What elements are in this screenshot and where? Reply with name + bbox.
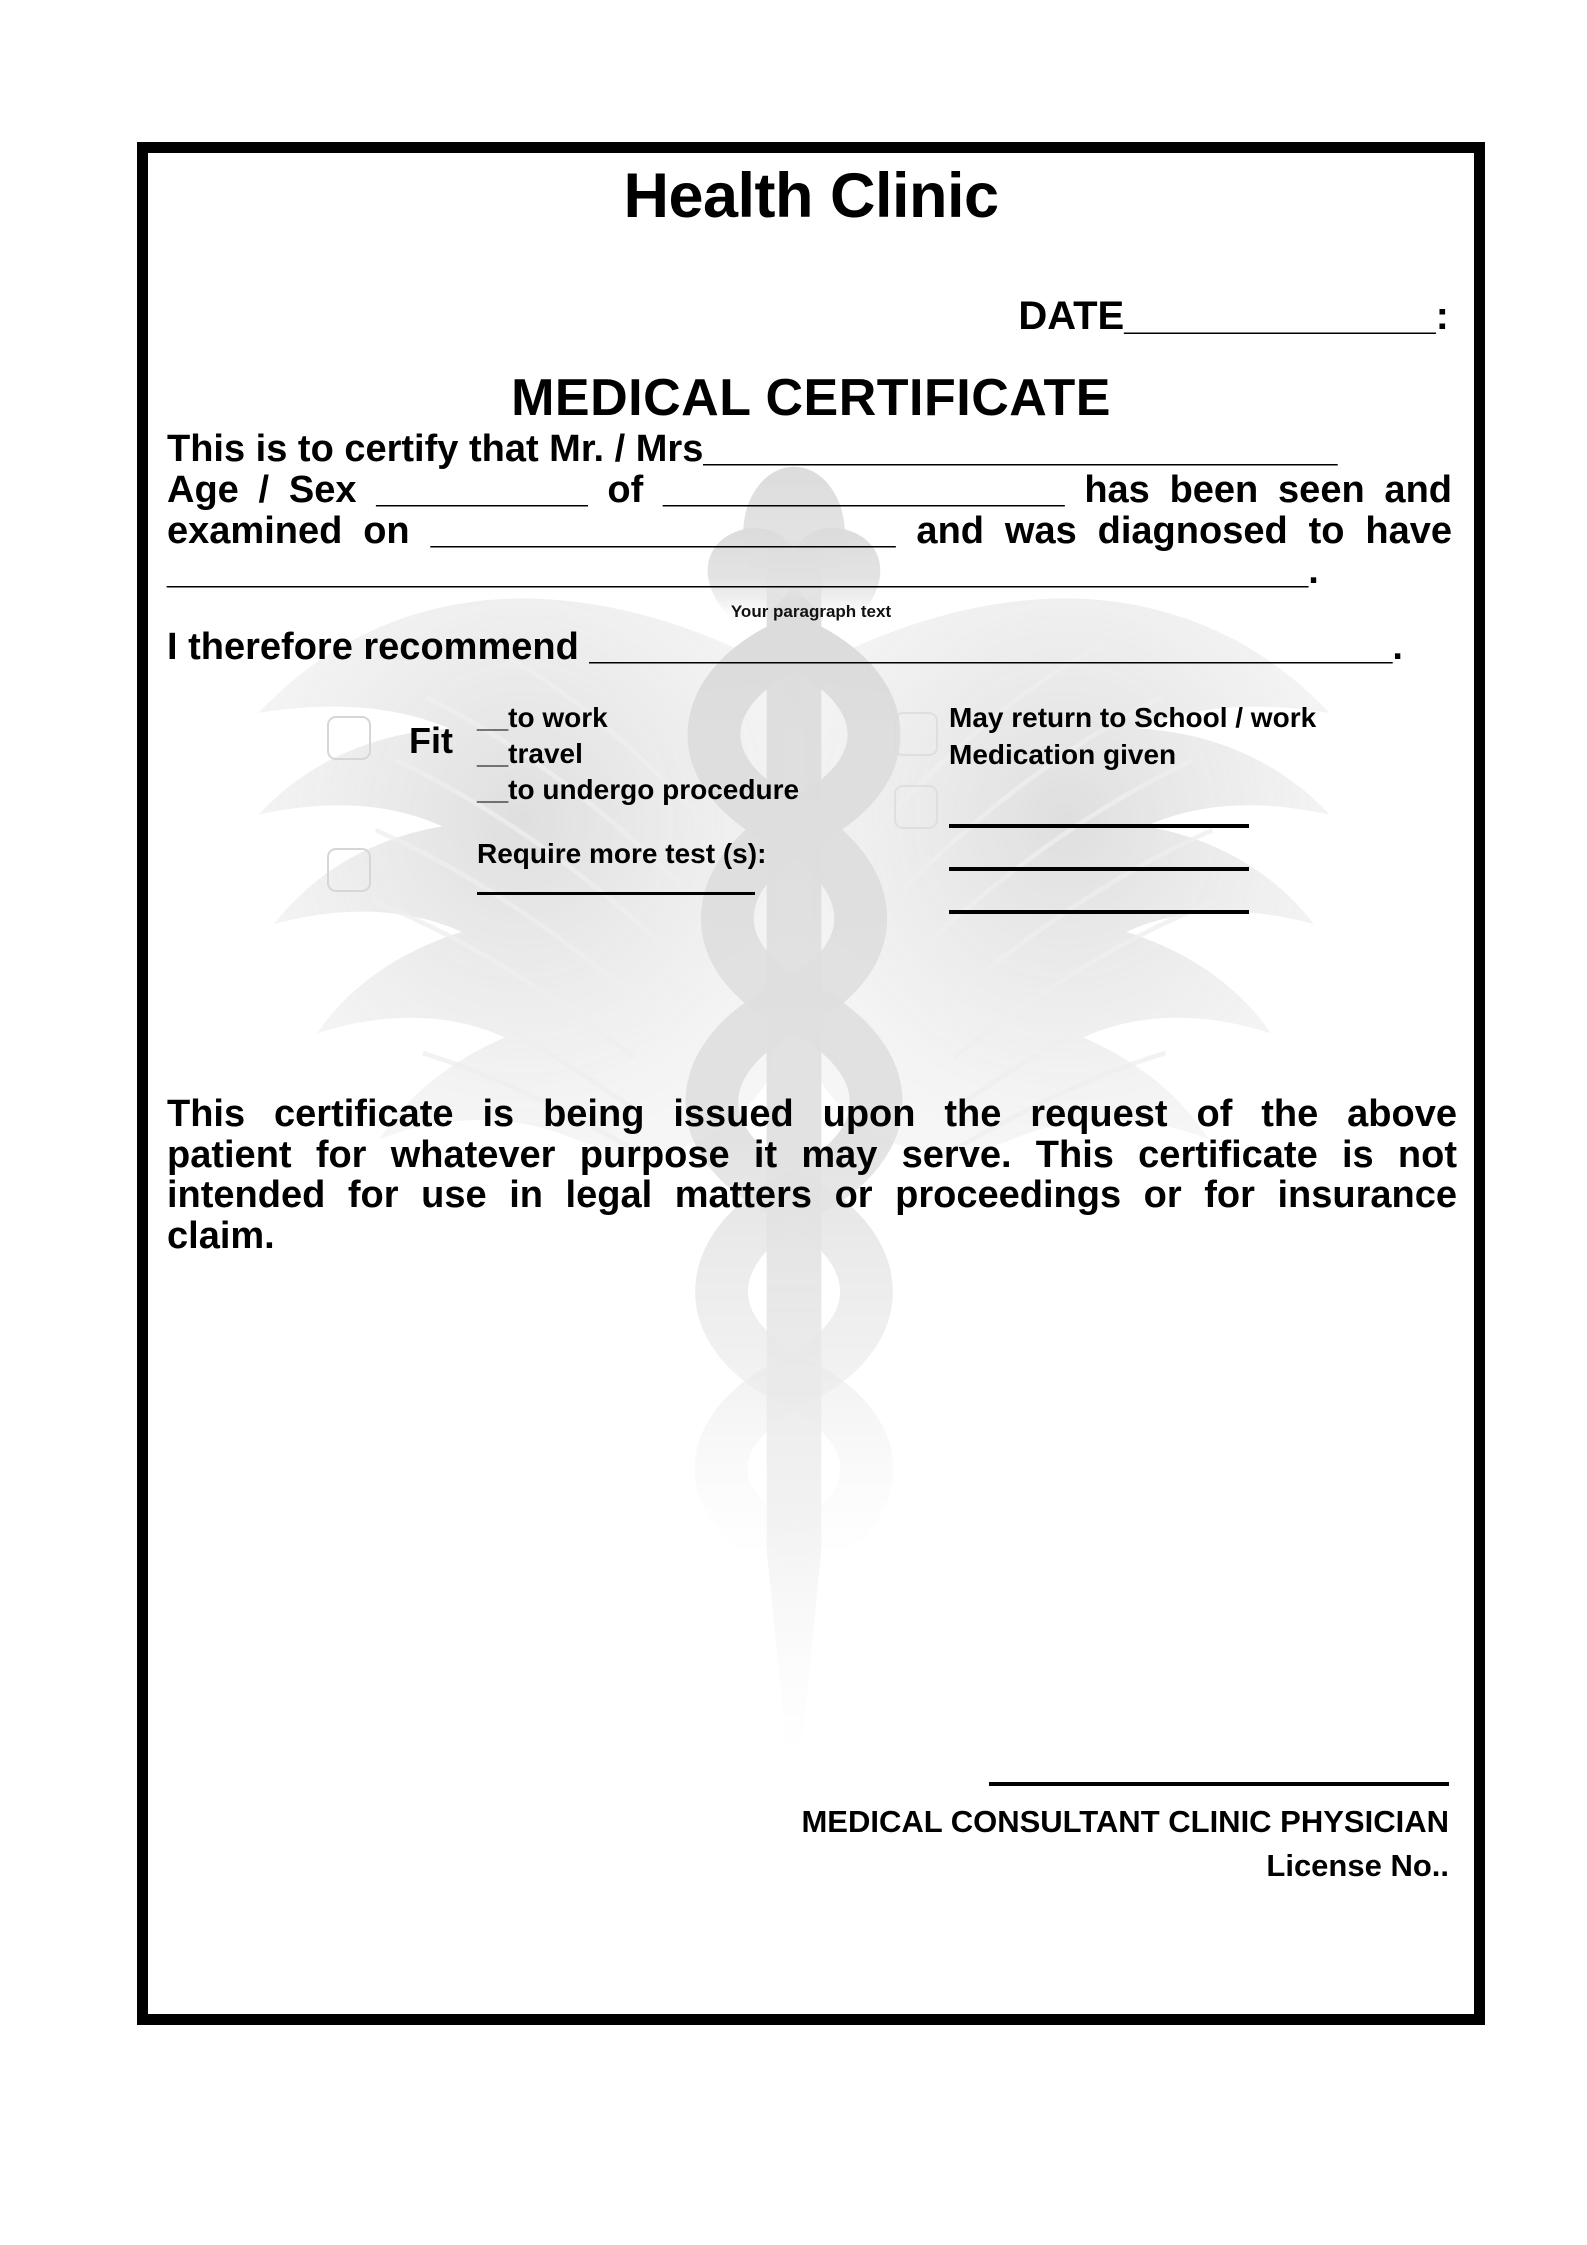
fit-option-travel[interactable]: __travel [477,737,583,769]
fit-label: Fit [409,720,453,761]
paragraph-text-placeholder: Your paragraph text [730,602,892,621]
medication-blank-line-2[interactable] [949,867,1249,871]
certificate-content [137,142,1485,2025]
fit-options-list [477,700,799,807]
require-more-tests-label: Require more test (s): [477,838,767,869]
certify-line-1: This is to certify that Mr. / Mrs______________________________ [167,428,1338,470]
signature-license-number: License No.. [1266,1848,1449,1883]
disclaimer-line-3: intended for use in legal matters or proceedings or for insurance [167,1174,1457,1217]
checkbox-may-return[interactable] [894,712,938,756]
fit-option-to-work[interactable]: __to work [477,702,608,733]
medication-blank-line-3[interactable] [949,910,1249,914]
certify-line-3: examined on ______________________ and was diagnosed to have [167,509,1452,552]
disclaimer-line-2: patient for whatever purpose it may serve. This certificate is not [167,1133,1457,1176]
disclaimer-paragraph [167,1094,1457,1257]
right-options-list [949,700,1316,774]
option-medication-given: Medication given [949,738,1177,770]
certify-paragraph [167,430,1452,593]
signature-role: MEDICAL CONSULTANT CLINIC PHYSICIAN [801,1804,1449,1839]
fit-option-undergo-procedure[interactable]: __to undergo procedure [477,773,800,805]
checkbox-fit[interactable] [327,716,371,760]
require-more-tests-blank[interactable] [477,892,755,895]
options-section [137,702,1485,1032]
date-field-label[interactable]: DATE______________: [1018,294,1449,338]
option-may-return-to-school-work: May return to School / work [949,702,1317,733]
signature-line[interactable] [989,1782,1449,1786]
certify-line-2: Age / Sex __________ of ___________________ has been seen and [167,468,1452,511]
disclaimer-line-1: This certificate is being issued upon the request of the above [167,1093,1457,1135]
recommendation-line[interactable]: I therefore recommend ______________________________________. [167,626,1403,668]
disclaimer-line-4: claim. [167,1214,275,1257]
checkbox-require-more-tests[interactable] [327,848,371,892]
medication-blank-line-1[interactable] [949,824,1249,828]
certify-line-4: ______________________________________________________. [167,550,1319,593]
checkbox-medication-given[interactable] [894,785,938,829]
clinic-title: Health Clinic [623,161,999,231]
page-title: MEDICAL CERTIFICATE [511,369,1111,427]
